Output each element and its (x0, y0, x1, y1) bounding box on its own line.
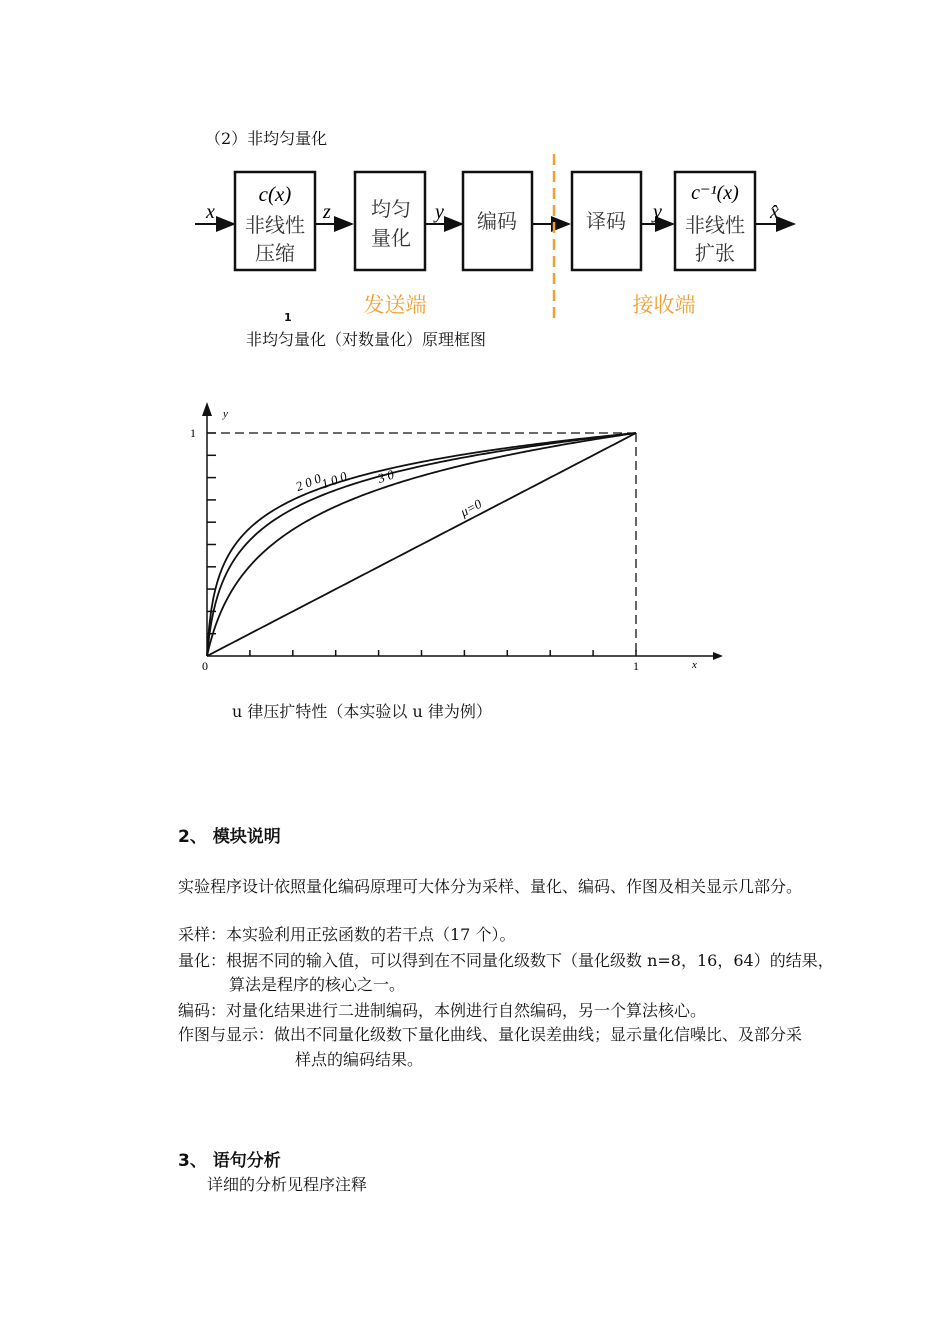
y-axis-arrow (202, 402, 212, 416)
block5-text-line3: 扩张 (695, 243, 735, 265)
footnote-mark: 1 (284, 311, 292, 324)
x-tick-label-1: 1 (633, 659, 639, 673)
chart-caption: u 律压扩特性（本实验以 u 律为例） (232, 702, 492, 721)
block-uniform-quantize (355, 172, 425, 270)
sampling-description: 采样：本实验利用正弦函数的若干点（17 个）。 (178, 925, 516, 944)
z-label: z (323, 201, 331, 223)
block4-text: 译码 (586, 211, 626, 233)
x-axis-arrow (713, 652, 723, 660)
receiver-label: 接收端 (632, 293, 696, 317)
modules-intro: 实验程序设计依照量化编码原理可大体分为采样、量化、编码、作图及相关显示几部分。 (178, 877, 803, 896)
diagram-caption: 非均匀量化（对数量化）原理框图 (246, 330, 487, 349)
y-axis-label: y (223, 408, 228, 420)
quantization-description-line1: 量化：根据不同的输入值，可以得到在不同量化级数下（量化级数 n=8，16，64）的结果， (178, 951, 834, 970)
x-tick-label-0: 0 (202, 659, 208, 673)
block2-text-line2: 量化 (371, 228, 411, 250)
input-x-label: x (206, 201, 215, 223)
mu-law-chart (185, 398, 730, 678)
statements-body: 详细的分析见程序注释 (207, 1175, 368, 1194)
y-tick-label-1: 1 (190, 426, 196, 440)
series-label-mu-μ=0: μ=0 (457, 496, 485, 520)
block5-function-label: c⁻¹(x) (691, 182, 739, 204)
series-label-mu-30: 3 0 (375, 466, 396, 486)
block-diagram (190, 150, 810, 325)
plotting-description-line1: 作图与显示：做出不同量化级数下量化曲线、量化误差曲线；显示量化信噪比、及部分采 (178, 1025, 803, 1044)
section-heading-modules: 2、 模块说明 (178, 827, 281, 847)
section-heading-statements: 3、 语句分析 (178, 1151, 281, 1171)
block1-text-line3: 压缩 (255, 243, 295, 265)
block5-text-line2: 非线性 (685, 215, 745, 237)
output-xhat-label: x̂ (770, 201, 779, 223)
block3-text: 编码 (477, 211, 517, 233)
series-label-mu-100: 1 0 0 (319, 468, 349, 492)
section-heading-nonuniform: （2）非均匀量化 (205, 129, 328, 148)
block1-text-line2: 非线性 (245, 215, 305, 237)
sender-label: 发送端 (363, 293, 427, 317)
quantization-description-line2: 算法是程序的核心之一。 (229, 975, 406, 994)
block2-text-line1: 均匀 (371, 199, 411, 221)
series-label-mu-200: 2 0 0 (293, 470, 324, 495)
x-axis-label: x (692, 659, 697, 671)
y-label-2: y (653, 201, 662, 223)
coding-description: 编码：对量化结果进行二进制编码，本例进行自然编码，另一个算法核心。 (178, 1001, 707, 1020)
y-label-1: y (435, 201, 444, 223)
plotting-description-line2: 样点的编码结果。 (295, 1050, 424, 1069)
block1-function-label: c(x) (258, 182, 292, 206)
